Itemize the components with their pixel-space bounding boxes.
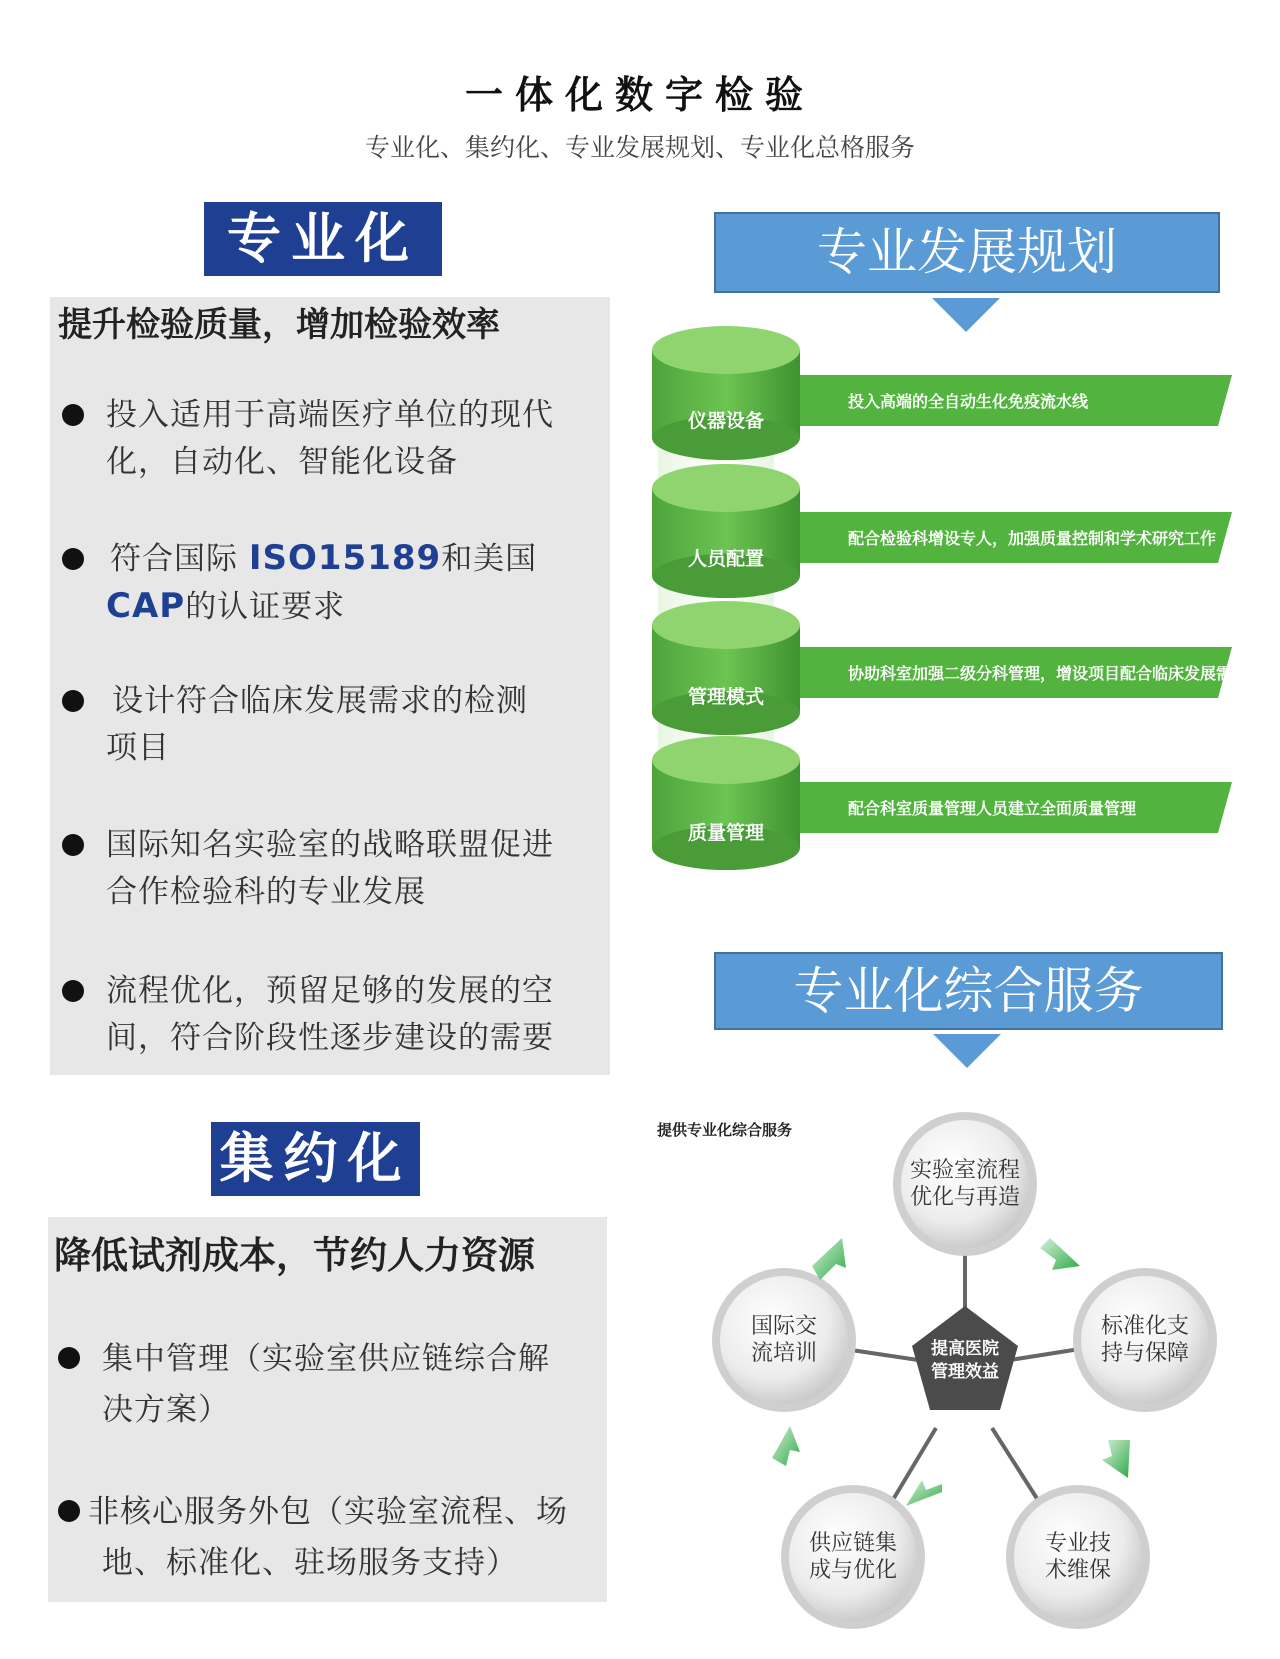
bullet-line: 国际知名实验室的战略联盟促进 — [106, 827, 554, 863]
cylinder-1 — [652, 326, 800, 460]
specialization-heading: 提升检验质量，增加检验效率 — [58, 305, 500, 345]
bullet-line: 非核心服务外包（实验室流程、场 — [88, 1494, 568, 1530]
cycle-arrow-icon — [812, 1238, 846, 1280]
node-line: 实验室流程 — [909, 1158, 1020, 1183]
intensification-title: 集约化 — [211, 1122, 420, 1196]
cylinder-2 — [652, 464, 800, 598]
bullet-dot — [62, 690, 84, 712]
bullet-dot — [62, 834, 84, 856]
node-line: 标准化支 — [1100, 1314, 1189, 1339]
node-international-training — [714, 1313, 854, 1367]
bullet-line: 间，符合阶段性逐步建设的需要 — [106, 1020, 554, 1056]
development-plan-banner: 专业发展规划 — [714, 212, 1220, 293]
cylinder-3 — [652, 601, 800, 735]
bullet-line: 决方案） — [102, 1392, 230, 1428]
bullet-dot — [62, 404, 84, 426]
cap-standard: CAP — [106, 586, 186, 626]
cycle-arrow-icon — [1102, 1440, 1130, 1478]
center-line: 提高医院 — [931, 1339, 999, 1359]
bullet-line: 集中管理（实验室供应链综合解 — [102, 1341, 550, 1377]
cylinder-label-1: 仪器设备 — [687, 410, 764, 432]
stripe-text-4: 配合科室质量管理人员建立全面质量管理 — [848, 799, 1137, 818]
bullet-text-suffix: 的认证要求 — [185, 589, 346, 625]
integrated-service-banner: 专业化综合服务 — [714, 952, 1223, 1030]
cylinder-label-4: 质量管理 — [687, 822, 764, 844]
cylinder-label-2: 人员配置 — [687, 548, 764, 570]
intensification-heading: 降低试剂成本，节约人力资源 — [54, 1234, 535, 1277]
node-supply-chain — [783, 1530, 923, 1584]
node-line: 专业技 — [1044, 1531, 1111, 1556]
node-line: 持与保障 — [1100, 1341, 1189, 1366]
service-diagram-caption: 提供专业化综合服务 — [657, 1121, 793, 1139]
iso-standard: ISO15189 — [248, 538, 442, 578]
bullet-line: 设计符合临床发展需求的检测 — [112, 683, 528, 719]
node-standardization — [1075, 1313, 1215, 1367]
bullet-line: 项目 — [106, 730, 170, 766]
node-line: 供应链集 — [808, 1531, 897, 1556]
bullet-dot — [62, 548, 84, 570]
node-technical-maintenance — [1008, 1530, 1148, 1584]
bullet-line: 合作检验科的专业发展 — [106, 874, 426, 910]
bullet-text-prefix: 符合国际 — [110, 541, 249, 577]
bullet-dot — [62, 980, 84, 1002]
node-lab-process — [895, 1157, 1035, 1211]
bullet-line: 地、标准化、驻场服务支持） — [102, 1545, 518, 1581]
bullet-line: 化，自动化、智能化设备 — [106, 444, 458, 480]
bullet-line — [106, 583, 537, 631]
bullet-line: 投入适用于高端医疗单位的现代 — [106, 397, 554, 433]
intensification-bullet-1 — [102, 1334, 550, 1436]
specialization-bullet-5 — [106, 968, 554, 1062]
page-subtitle: 专业化、集约化、专业发展规划、专业化总格服务 — [364, 133, 915, 162]
node-line: 成与优化 — [808, 1558, 897, 1583]
specialization-bullet-2 — [106, 535, 538, 631]
bullet-line — [110, 535, 537, 583]
cycle-arrow-icon — [1040, 1238, 1080, 1270]
node-line: 优化与再造 — [909, 1185, 1020, 1210]
node-line: 国际交 — [750, 1314, 817, 1339]
specialization-title: 专业化 — [204, 202, 442, 276]
intensification-bullet-2 — [88, 1487, 568, 1589]
bullet-text-suffix: 和美国 — [441, 541, 538, 577]
specialization-bullet-1 — [106, 392, 554, 486]
stripe-text-2: 配合检验科增设专人，加强质量控制和学术研究工作 — [848, 529, 1217, 548]
specialization-bullet-4 — [106, 822, 554, 916]
bullet-line: 流程优化，预留足够的发展的空 — [106, 973, 554, 1009]
bullet-dot — [58, 1500, 80, 1522]
cylinder-4 — [652, 736, 800, 870]
center-line: 管理效益 — [931, 1362, 999, 1382]
arrow-down-icon — [933, 1034, 1001, 1068]
center-goal-label — [905, 1338, 1025, 1384]
cycle-arrow-icon — [906, 1480, 942, 1506]
cycle-arrow-icon — [772, 1426, 800, 1466]
cylinder-label-3: 管理模式 — [687, 686, 764, 708]
node-line: 流培训 — [750, 1341, 817, 1366]
page-title: 一体化数字检验 — [464, 73, 815, 117]
stripe-text-1: 投入高端的全自动生化免疫流水线 — [848, 392, 1089, 411]
stripe-text-3: 协助科室加强二级分科管理，增设项目配合临床发展需要 — [848, 664, 1249, 683]
bullet-dot — [58, 1347, 80, 1369]
specialization-bullet-3 — [106, 678, 528, 772]
node-line: 术维保 — [1044, 1558, 1111, 1583]
